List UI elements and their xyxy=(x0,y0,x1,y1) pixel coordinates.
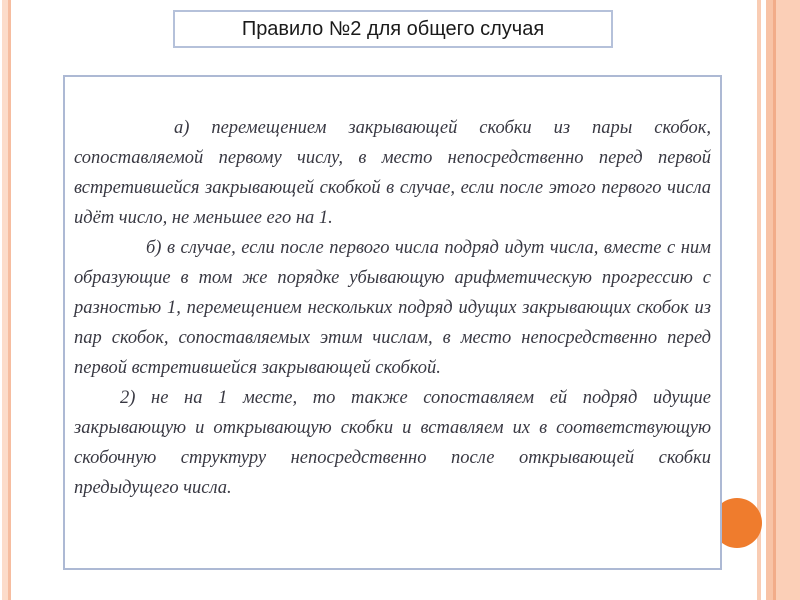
title-box xyxy=(173,10,613,48)
paragraph-rule-b: б) в случае, если после первого числа подряд идут числа, вместе с ним образующие в том же порядке убывающую арифметическую прогрессию с разностью 1, перемещением нескольких подряд идущих закрывающих скобок из пар скобок, сопоставляемых этим числам, в место непосредственно перед первой встретившейся закрывающей скобкой. xyxy=(74,238,711,378)
left-accent-stripe-edge xyxy=(8,0,11,600)
paragraph-rule-2: 2) не на 1 месте, то также сопоставляем ей подряд идущие закрывающую и открывающую скобки и вставляем их в соответствующую скобочную структуру непосредственно после открывающей скобки предыдущего числа. xyxy=(74,388,711,498)
right-accent-stripe-medium xyxy=(766,0,773,600)
body-text-box xyxy=(63,75,722,570)
slide-title: Правило №2 для общего случая xyxy=(241,17,545,40)
paragraph-rule-a: а) перемещением закрывающей скобки из пары скобок, сопоставляемой первому числу, в место непосредственно перед первой встретившейся закрывающей скобкой в случае, если после этого первого числа идёт число, не меньшее его на 1. xyxy=(74,118,711,228)
right-accent-stripe-wide xyxy=(776,0,800,600)
